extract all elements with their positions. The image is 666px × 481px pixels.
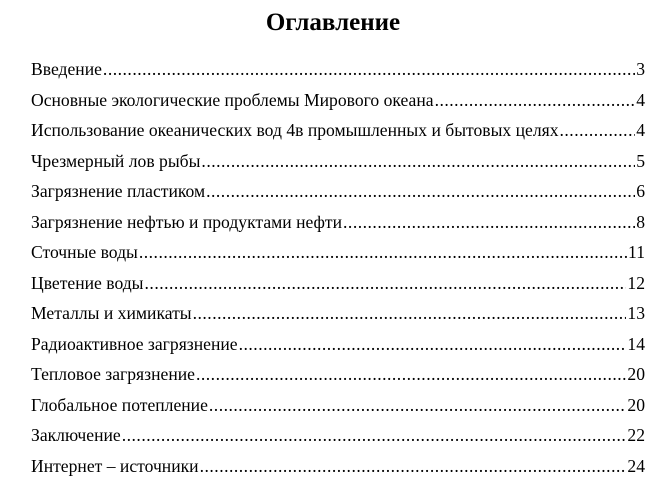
toc-list: [31, 54, 645, 481]
toc-title: Оглавление: [265, 9, 401, 36]
toc-entry-page: 4: [636, 89, 645, 110]
toc-entry-label: Чрезмерный лов рыбы: [31, 150, 201, 171]
toc-entry-label: Сточные воды: [31, 242, 138, 262]
toc-entry-page: 11: [628, 242, 645, 262]
toc-entry-page: 12: [627, 272, 645, 293]
toc-entry-page: 5: [636, 150, 645, 171]
toc-entry: [31, 451, 645, 481]
toc-entry: [31, 176, 645, 207]
toc-entry: [31, 146, 645, 177]
toc-entry-page: 24: [627, 455, 645, 476]
toc-entry-label: Использование океанических вод 4в промышленных и бытовых целях: [31, 120, 559, 140]
toc-entry: [31, 359, 645, 390]
toc-entry-page: 13: [627, 303, 645, 323]
dot-leader: [103, 54, 635, 85]
toc-entry-page: 6: [636, 181, 645, 201]
dot-leader: [145, 268, 627, 299]
toc-entry: [31, 420, 645, 451]
toc-entry-label: Тепловое загрязнение: [31, 364, 195, 384]
toc-entry-label: Загрязнение пластиком: [31, 181, 206, 201]
dot-leader: [139, 237, 627, 268]
dot-leader: [193, 298, 627, 329]
toc-entry-page: 20: [627, 364, 645, 384]
toc-entry: [31, 268, 645, 299]
toc-entry-page: 14: [627, 333, 645, 354]
dot-leader: [196, 359, 626, 390]
toc-entry: [31, 237, 645, 268]
dot-leader: [201, 146, 635, 177]
dot-leader: [200, 451, 627, 481]
toc-entry-label: Основные экологические проблемы Мирового океана: [31, 89, 434, 110]
toc-entry-label: Интернет – источники: [31, 455, 199, 476]
dot-leader: [122, 420, 627, 451]
toc-entry-page: 3: [636, 59, 645, 79]
toc-entry-page: 4: [636, 120, 645, 140]
dot-leader: [206, 176, 635, 207]
dot-leader: [435, 85, 636, 116]
toc-entry-label: Радиоактивное загрязнение: [31, 333, 238, 354]
toc-entry-label: Цветение воды: [31, 272, 144, 293]
toc-entry-label: Введение: [31, 59, 102, 79]
dot-leader: [343, 207, 635, 238]
toc-entry-page: 22: [627, 425, 645, 445]
dot-leader: [209, 390, 627, 421]
toc-entry-label: Загрязнение нефтью и продуктами нефти: [31, 211, 343, 232]
toc-entry-label: Заключение: [31, 425, 121, 445]
toc-entry: [31, 54, 645, 85]
dot-leader: [560, 115, 636, 146]
toc-entry: [31, 390, 645, 421]
toc-entry: [31, 329, 645, 360]
toc-entry-page: 8: [636, 211, 645, 232]
toc-entry: [31, 85, 645, 116]
toc-entry-label: Глобальное потепление: [31, 394, 208, 415]
toc-entry: [31, 207, 645, 238]
toc-entry: [31, 298, 645, 329]
dot-leader: [239, 329, 627, 360]
toc-entry-page: 20: [627, 394, 645, 415]
toc-entry-label: Металлы и химикаты: [31, 303, 192, 323]
toc-entry: [31, 115, 645, 146]
